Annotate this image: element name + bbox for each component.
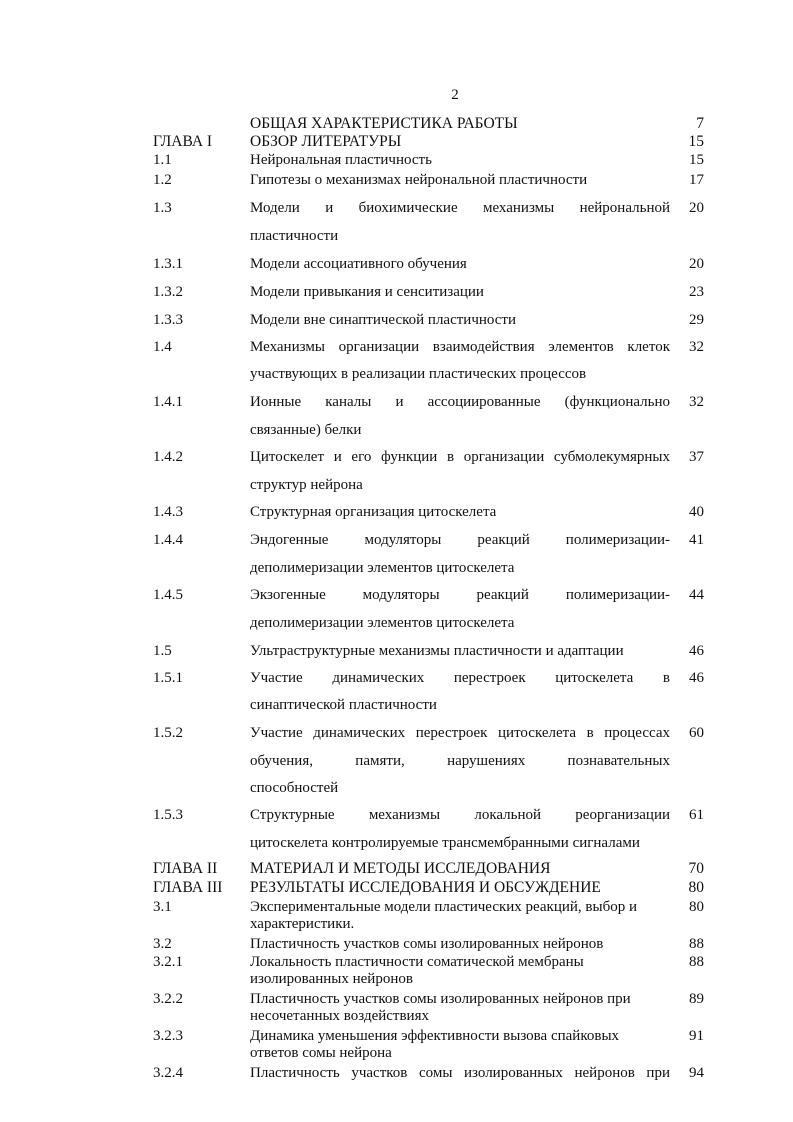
toc-page: 37 [689,449,704,465]
toc-title: Структурная организация цитоскелета [250,504,497,520]
toc-title: РЕЗУЛЬТАТЫ ИССЛЕДОВАНИЯ И ОБСУЖДЕНИЕ [250,879,601,896]
toc-title-continued: характеристики. [250,916,355,932]
toc-page: 20 [689,256,704,272]
toc-title: Ионные каналы и ассоциированные (функционально [250,394,670,410]
toc-title: Нейрональная пластичность [250,152,432,168]
toc-page: 29 [689,312,704,328]
toc-title: Пластичность участков сомы изолированных нейронов [250,936,604,952]
toc-number: 1.4.2 [153,449,183,465]
toc-page: 88 [689,936,704,952]
toc-title: Механизмы организации взаимодействия элементов клеток [250,339,670,355]
toc-number: 1.3 [153,200,172,216]
toc-page: 32 [689,394,704,410]
toc-title: Пластичность участков сомы изолированных нейронов при [250,1065,670,1081]
toc-title-continued: несочетанных воздействиях [250,1008,429,1024]
toc-number: 1.4.3 [153,504,183,520]
toc-title-continued: ответов сомы нейрона [250,1045,392,1061]
toc-title-continued: связанные) белки [250,422,362,438]
toc-number: 1.3.2 [153,284,183,300]
toc-number: 3.2.3 [153,1028,183,1044]
toc-page: 20 [689,200,704,216]
toc-number: 1.3.3 [153,312,183,328]
toc-number: 3.2.4 [153,1065,183,1081]
toc-page: 17 [689,172,704,188]
toc-number: ГЛАВА I [153,133,213,150]
page-number: 2 [451,87,459,103]
toc-page: 40 [689,504,704,520]
toc-title: Ультраструктурные механизмы пластичности и адаптации [250,643,624,659]
toc-title: ОБЩАЯ ХАРАКТЕРИСТИКА РАБОТЫ [250,115,518,132]
toc-page: 80 [688,879,704,896]
toc-title-continued: участвующих в реализации пластических процессов [250,366,587,382]
toc-title: Экспериментальные модели пластических реакций, выбор и [250,899,637,915]
toc-number: 3.2.1 [153,954,183,970]
toc-number: 1.4.5 [153,587,183,603]
toc-page: 46 [689,670,704,686]
toc-page: 91 [689,1028,704,1044]
toc-page: 44 [689,587,704,603]
toc-number: 1.5 [153,643,172,659]
toc-number: 1.2 [153,172,172,188]
toc-page: 80 [689,899,704,915]
toc-title-continued: деполимеризации элементов цитоскелета [250,615,515,631]
toc-page: 41 [689,532,704,548]
toc-title: Модели ассоциативного обучения [250,256,467,272]
toc-number: 1.5.3 [153,807,183,823]
toc-title-continued: изолированных нейронов [250,971,413,987]
toc-title-continued: структур нейрона [250,477,363,493]
toc-page: 15 [689,152,704,168]
toc-number: ГЛАВА III [153,879,223,896]
toc-number: 1.1 [153,152,172,168]
toc-number: 1.5.1 [153,670,183,686]
toc-page: 70 [688,860,704,877]
toc-page: 60 [689,725,704,741]
toc-title: Локальность пластичности соматической мембраны [250,954,584,970]
toc-page: 15 [688,133,704,150]
toc-title-continued: деполимеризации элементов цитоскелета [250,560,515,576]
toc-title: Эндогенные модуляторы реакций полимеризации- [250,532,670,548]
toc-title: Цитоскелет и его функции в организации субмолекумярных [250,449,670,465]
toc-title: ОБЗОР ЛИТЕРАТУРЫ [250,133,402,150]
toc-title: Модели привыкания и сенситизации [250,284,484,300]
toc-title: Структурные механизмы локальной реорганизации [250,807,670,823]
toc-title-continued: способностей [250,780,339,796]
toc-number: 1.4.4 [153,532,183,548]
toc-number: 1.3.1 [153,256,183,272]
toc-title-continued: синаптической пластичности [250,697,437,713]
toc-title: Динамика уменьшения эффективности вызова спайковых [250,1028,620,1044]
toc-page: 46 [689,643,704,659]
toc-title-continued: обучения, памяти, нарушениях познавательных [250,753,670,769]
toc-title-continued: пластичности [250,228,339,244]
toc-title: Модели и биохимические механизмы нейрональной [250,200,670,216]
toc-title: Пластичность участков сомы изолированных нейронов при [250,991,631,1007]
toc-title: Гипотезы о механизмах нейрональной пластичности [250,172,588,188]
toc-page: 7 [696,115,704,132]
toc-number: 1.5.2 [153,725,183,741]
toc-page: 94 [689,1065,704,1081]
toc-title: МАТЕРИАЛ И МЕТОДЫ ИССЛЕДОВАНИЯ [250,860,551,877]
toc-title: Участие динамических перестроек цитоскелета в процессах [250,725,670,741]
toc-page: 88 [689,954,704,970]
toc-page: 89 [689,991,704,1007]
toc-page: 32 [689,339,704,355]
toc-number: 1.4 [153,339,172,355]
toc-page: 23 [689,284,704,300]
toc-number: 1.4.1 [153,394,183,410]
toc-number: 3.2.2 [153,991,183,1007]
toc-title: Участие динамических перестроек цитоскелета в [250,670,670,686]
toc-title-continued: цитоскелета контролируемые трансмембранными сигналами [250,835,640,851]
toc-number: ГЛАВА II [153,860,218,877]
toc-title: Модели вне синаптической пластичности [250,312,517,328]
toc-title: Экзогенные модуляторы реакций полимеризации- [250,587,670,603]
toc-page: 61 [689,807,704,823]
toc-number: 3.2 [153,936,172,952]
toc-number: 3.1 [153,899,172,915]
